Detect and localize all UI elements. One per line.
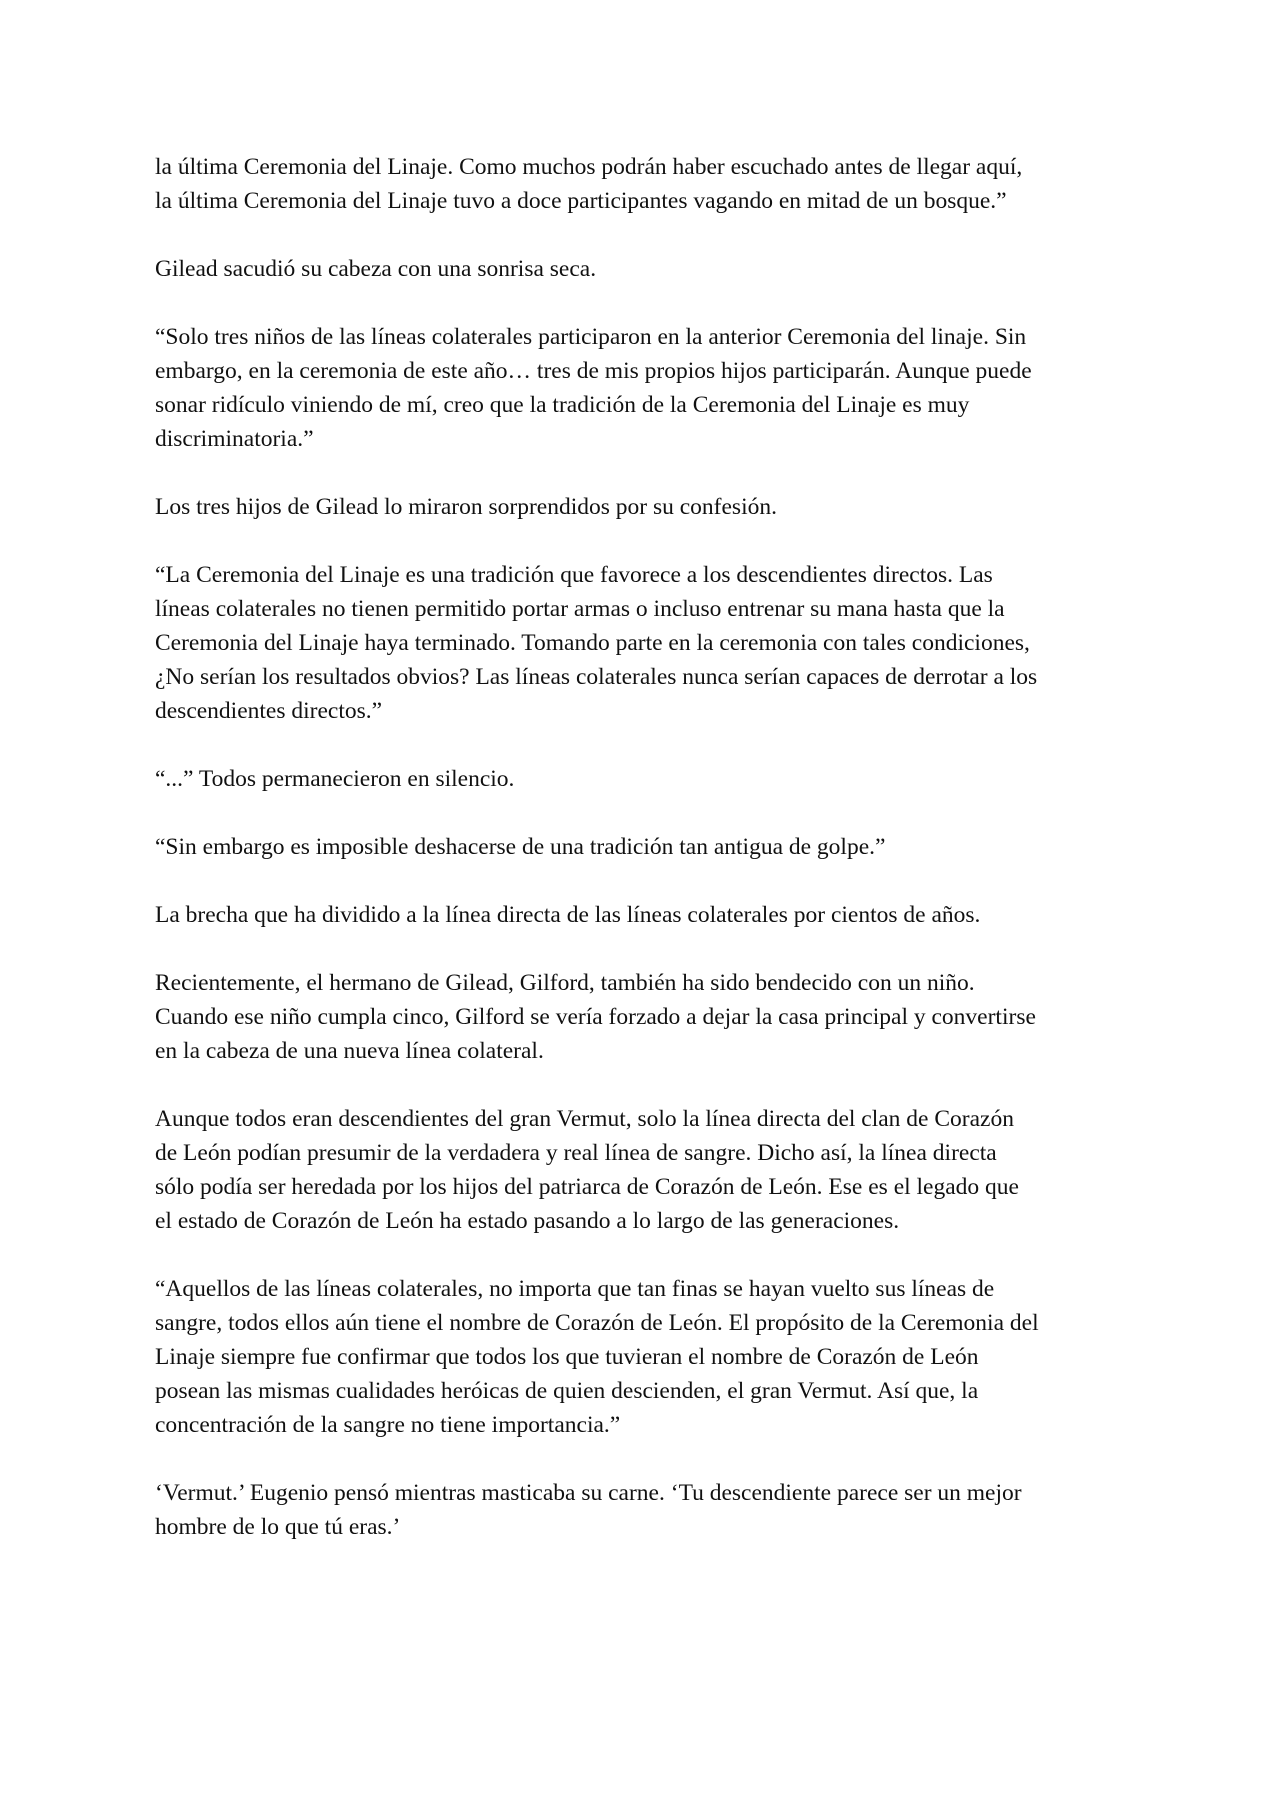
paragraph: “...” Todos permanecieron en silencio.: [155, 766, 515, 792]
paragraph: “Sin embargo es imposible deshacerse de una tradición tan antigua de golpe.”: [155, 834, 886, 860]
paragraph: ‘Vermut.’ Eugenio pensó mientras masticaba su carne. ‘Tu descendiente parece ser un mejor hombre de lo que tú eras.’: [155, 1480, 1022, 1540]
paragraph: Recientemente, el hermano de Gilead, Gilford, también ha sido bendecido con un niño. Cuando ese niño cumpla cinco, Gilford se vería forzado a dejar la casa principal y convertirse en la cabeza de una nueva línea colateral.: [155, 970, 1036, 1064]
paragraph: “Aquellos de las líneas colaterales, no importa que tan finas se hayan vuelto sus líneas de sangre, todos ellos aún tiene el nombre de Corazón de León. El propósito de la Ceremonia del Linaje siempre fue confirmar que todos los que tuvieran el nombre de Corazón de León posean las mismas cualidades heróicas de quien descienden, el gran Vermut. Así que, la concentración de la sangre no tiene importancia.”: [155, 1276, 1039, 1438]
paragraph: Los tres hijos de Gilead lo miraron sorprendidos por su confesión.: [155, 494, 777, 520]
paragraph: “Solo tres niños de las líneas colaterales participaron en la anterior Ceremonia del linaje. Sin embargo, en la ceremonia de este año… tres de mis propios hijos participarán. Aunque puede sonar ridículo viniendo de mí, creo que la tradición de la Ceremonia del Linaje es muy discriminatoria.”: [155, 324, 1032, 452]
document-page: [155, 150, 1130, 1578]
paragraph: La brecha que ha dividido a la línea directa de las líneas colaterales por cientos de años.: [155, 902, 981, 928]
paragraph: la última Ceremonia del Linaje. Como muchos podrán haber escuchado antes de llegar aquí, la última Ceremonia del Linaje tuvo a doce participantes vagando en mitad de un bosque.”: [155, 154, 1023, 214]
paragraph: Gilead sacudió su cabeza con una sonrisa seca.: [155, 256, 597, 282]
paragraph: Aunque todos eran descendientes del gran Vermut, solo la línea directa del clan de Corazón de León podían presumir de la verdadera y real línea de sangre. Dicho así, la línea directa sólo podía ser heredada por los hijos del patriarca de Corazón de León. Ese es el legado que el estado de Corazón de León ha estado pasando a lo largo de las generaciones.: [155, 1106, 1019, 1234]
paragraph: “La Ceremonia del Linaje es una tradición que favorece a los descendientes directos. Las líneas colaterales no tienen permitido portar armas o incluso entrenar su mana hasta que la Ceremonia del Linaje haya terminado. Tomando parte en la ceremonia con tales condiciones, ¿No serían los resultados obvios? Las líneas colaterales nunca serían capaces de derrotar a los descendientes directos.”: [155, 562, 1038, 724]
